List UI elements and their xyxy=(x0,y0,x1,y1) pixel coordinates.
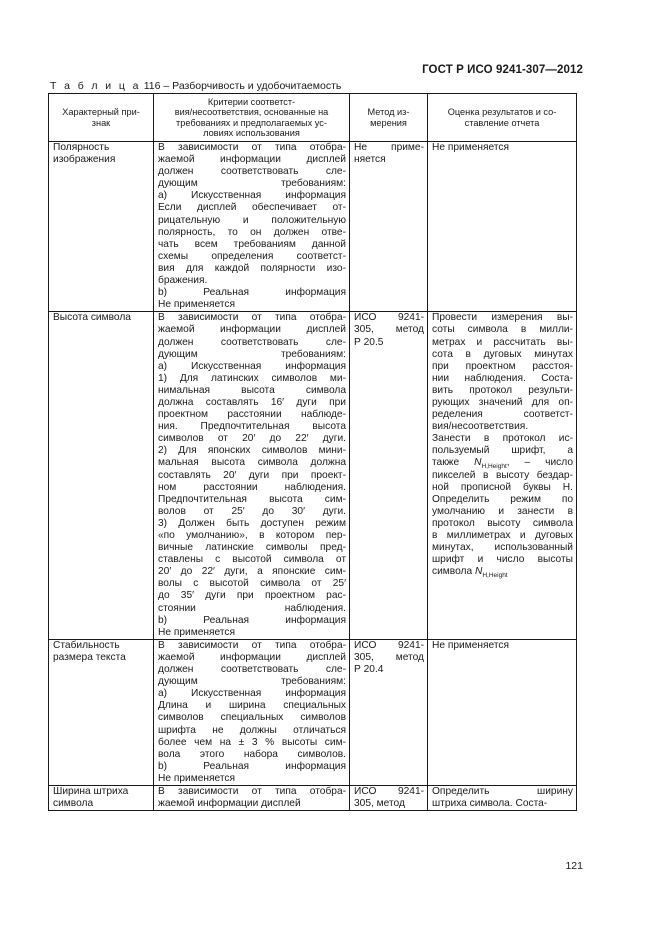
cell-line: также $N_{H,Height}$, – число xyxy=(432,457,573,471)
cell-line: протокол высоту символа xyxy=(432,517,573,529)
evaluation-cell xyxy=(428,312,577,640)
feature-cell xyxy=(49,142,154,312)
cell-line: до 35′ дуги при проектном рас- xyxy=(158,590,346,602)
cell-line: волов от 25′ до 30′ дуги. xyxy=(158,505,346,517)
cell-line: Не применяется xyxy=(158,626,236,638)
cell-line: Определить ширину xyxy=(432,785,573,797)
cell-line: чать всем требованиям данной xyxy=(158,238,346,250)
cell-line: ставлены с высотой символа от xyxy=(158,554,346,566)
cell-line: должна составлять 16′ дуги при xyxy=(158,396,346,408)
cell-line: рующих значений для оп- xyxy=(432,396,573,408)
table-row xyxy=(49,639,577,785)
cell-line: умолчанию и занести в xyxy=(432,505,573,517)
cell-line: вия/несоответствия. xyxy=(432,421,529,433)
cell-line: Не применяется xyxy=(158,299,236,311)
cell-line: пикселей в высоту бездар- xyxy=(432,469,573,481)
cell-line: а) Искусственная информация xyxy=(158,688,346,700)
criteria-table xyxy=(48,93,577,811)
cell-line: дующим требованиям: xyxy=(158,178,346,190)
feature-cell xyxy=(49,785,154,810)
cell-line: дующим требованиям: xyxy=(158,676,346,688)
cell-line: размера текста xyxy=(53,651,126,663)
cell-line: Длина и ширина специальных xyxy=(158,700,346,712)
cell-line: 1) Для латинских символов ми- xyxy=(158,372,346,384)
column-header-criteria: Критерии соответст- вия/несоответствия, основанные на требованиях и предполагаемых ус- ловиях использования xyxy=(154,94,350,142)
cell-line: Р 20.5 xyxy=(354,336,384,348)
cell-line: b) Реальная информация xyxy=(158,614,346,626)
cell-line: шрифт и число высоты xyxy=(432,554,573,566)
cell-line: схемы определения соответст- xyxy=(158,250,346,262)
cell-line: нии наблюдения. Соста- xyxy=(432,372,573,384)
method-cell xyxy=(350,785,428,810)
cell-line: В зависимости от типа отобра- xyxy=(158,785,346,797)
cell-line: в миллиметрах и дуговых xyxy=(432,530,573,541)
cell-line: должен соответствовать сле- xyxy=(158,664,346,676)
cell-line: 3) Должен быть доступен режим xyxy=(158,517,346,529)
document-header: ГОСТ Р ИСО 9241-307—2012 xyxy=(422,64,583,76)
cell-line: Не применяется xyxy=(432,142,510,153)
cell-line: «по умолчанию», в котором пер- xyxy=(158,530,346,541)
column-header-feature: Характерный при- знак xyxy=(49,94,154,142)
cell-line: 2) Для японских символов мини- xyxy=(158,445,346,457)
cell-line: при проектном расстоя- xyxy=(432,360,573,372)
cell-line: Стабильность xyxy=(53,639,120,651)
cell-line: Определить режим по xyxy=(432,493,573,505)
criteria-cell xyxy=(154,785,350,810)
cell-line: ределения соответст- xyxy=(432,409,573,421)
cell-line: символа $N_{H,Height}$ xyxy=(432,566,508,580)
column-header-evaluation: Оценка результатов и со- ставление отчета xyxy=(428,94,577,142)
criteria-cell xyxy=(154,639,350,785)
cell-line: волы с высотой символа от 25′ xyxy=(158,578,346,590)
cell-line: а) Искусственная информация xyxy=(158,190,346,202)
cell-line: жаемой информации дисплей xyxy=(158,651,346,663)
cell-line: нимальная высота символа xyxy=(158,384,346,396)
method-cell xyxy=(350,142,428,312)
cell-line: стоянии наблюдения. xyxy=(158,602,346,614)
cell-line: полярность, то он должен отве- xyxy=(158,226,346,238)
cell-line: более чем на ± 3 % высоты сим- xyxy=(158,736,346,748)
cell-line: рицательную и положительную xyxy=(158,214,346,226)
evaluation-cell xyxy=(428,785,577,810)
evaluation-cell xyxy=(428,142,577,312)
table-row xyxy=(49,785,577,810)
feature-cell xyxy=(49,312,154,640)
table-caption-label: Т а б л и ц а xyxy=(50,80,141,92)
cell-line: ния. Предпочтительная высота xyxy=(158,421,346,433)
cell-line: няется xyxy=(354,154,386,166)
cell-line: а) Искусственная информация xyxy=(158,360,346,372)
page-number: 121 xyxy=(565,860,583,872)
cell-line: Полярность xyxy=(53,142,110,153)
method-cell xyxy=(350,639,428,785)
table-row xyxy=(49,312,577,640)
criteria-cell xyxy=(154,142,350,312)
cell-line: ИСО 9241- xyxy=(354,312,424,324)
cell-line: вола этого набора символов. xyxy=(158,748,346,760)
feature-cell xyxy=(49,639,154,785)
column-header-method: Метод из- мерения xyxy=(350,94,428,142)
cell-line: ИСО 9241- xyxy=(354,639,424,651)
criteria-cell xyxy=(154,312,350,640)
cell-line: должен соответствовать сле- xyxy=(158,336,346,348)
cell-line: Высота символа xyxy=(53,312,131,324)
table-caption-text: 116 – Разборчивость и удобочитаемость xyxy=(143,80,342,92)
cell-line: Занести в протокол ис- xyxy=(432,433,573,445)
cell-line: Ширина штриха xyxy=(53,785,129,797)
cell-line: вия для каждой полярности изо- xyxy=(158,262,346,274)
cell-line: сота в дуговых минутах xyxy=(432,348,573,360)
cell-line: Предпочтительная высота сим- xyxy=(158,493,346,505)
cell-line: В зависимости от типа отобра- xyxy=(158,142,346,153)
cell-line: Не приме- xyxy=(354,142,424,153)
cell-line: 305, метод xyxy=(354,651,424,663)
cell-line: минутах, использованный xyxy=(432,542,573,554)
evaluation-cell xyxy=(428,639,577,785)
table-caption xyxy=(50,80,341,92)
cell-line: В зависимости от типа отобра- xyxy=(158,639,346,651)
cell-line: метрах и рассчитать вы- xyxy=(432,336,573,348)
cell-line: жаемой информации дисплей xyxy=(158,798,301,810)
cell-line: ном расстоянии наблюдения. xyxy=(158,481,346,493)
cell-line: мальная высота символа должна xyxy=(158,457,346,469)
table-header-row xyxy=(49,94,577,142)
method-cell xyxy=(350,312,428,640)
cell-line: Провести измерения вы- xyxy=(432,312,573,324)
cell-line: b) Реальная информация xyxy=(158,760,346,772)
cell-line: В зависимости от типа отобра- xyxy=(158,312,346,324)
cell-line: символов от 20′ до 22′ дуги. xyxy=(158,433,346,445)
cell-line: должен соответствовать сле- xyxy=(158,166,346,178)
cell-line: Не применяется xyxy=(158,772,236,784)
cell-line: жаемой информации дисплей xyxy=(158,154,346,166)
cell-line: b) Реальная информация xyxy=(158,287,346,299)
cell-line: пользуемый шрифт, а xyxy=(432,445,573,457)
cell-line: Не применяется xyxy=(432,639,510,651)
cell-line: ИСО 9241- xyxy=(354,785,424,797)
cell-line: дующим требованиям: xyxy=(158,348,346,360)
cell-line: символов специальных символов xyxy=(158,712,346,724)
table-row xyxy=(49,142,577,312)
cell-line: составлять 20′ дуги при проект- xyxy=(158,469,346,481)
cell-line: вить протокол результи- xyxy=(432,384,573,396)
cell-line: штриха символа. Соста- xyxy=(432,798,548,810)
cell-line: вичные латинские символы пред- xyxy=(158,542,346,554)
cell-line: 20′ до 22′ дуги, а японские сим- xyxy=(158,566,346,578)
cell-line: 305, метод xyxy=(354,324,424,336)
cell-line: 305, метод xyxy=(354,798,405,810)
cell-line: бражения. xyxy=(158,275,208,287)
cell-line: ной прописной буквы Н. xyxy=(432,481,573,493)
cell-line: жаемой информации дисплей xyxy=(158,324,346,336)
cell-line: изображения xyxy=(53,154,116,166)
cell-line: соты символа в милли- xyxy=(432,324,573,336)
cell-line: символа xyxy=(53,798,94,810)
cell-line: проектном расстоянии наблюде- xyxy=(158,409,346,421)
cell-line: Если дисплей обеспечивает от- xyxy=(158,202,346,214)
cell-line: шрифта не должны отличаться xyxy=(158,724,346,736)
cell-line: Р 20.4 xyxy=(354,664,384,676)
